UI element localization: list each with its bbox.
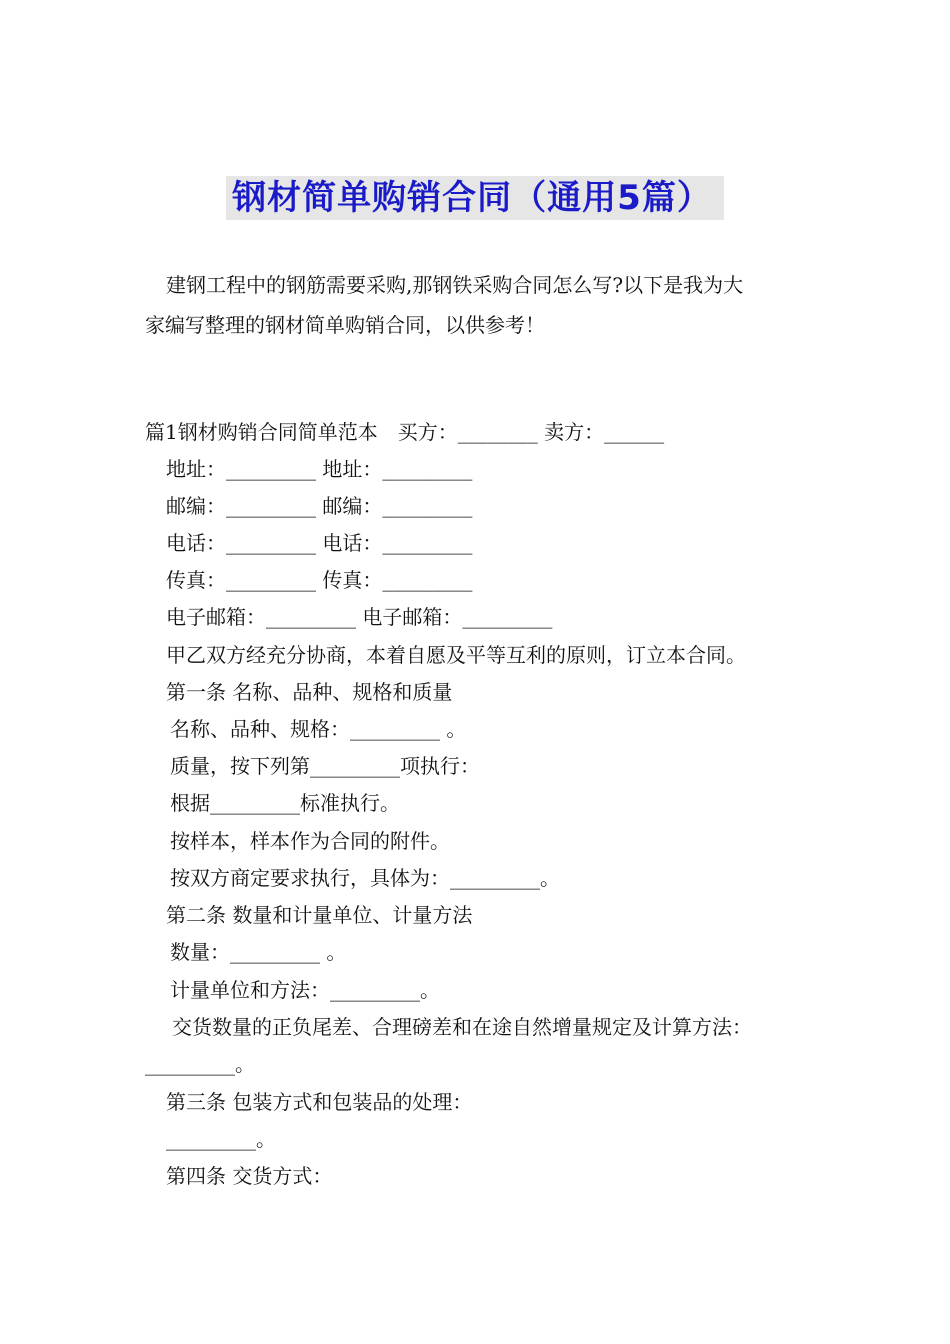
intro-line: 建钢工程中的钢筋需要采购,那钢铁采购合同怎么写?以下是我为大 xyxy=(166,273,744,297)
article-clause: 名称、品种、规格：_________ 。 xyxy=(170,717,467,741)
article-heading: 第二条 数量和计量单位、计量方法 xyxy=(166,903,473,927)
article-clause: _________。 xyxy=(166,1127,276,1151)
postcode-line: 邮编：_________ 邮编：_________ xyxy=(166,494,473,518)
article-clause: 数量：_________ 。 xyxy=(170,940,347,964)
title-container xyxy=(0,176,950,220)
article-heading: 第四条 交货方式： xyxy=(166,1164,333,1188)
fax-line: 传真：_________ 传真：_________ xyxy=(166,568,473,592)
address-line: 地址：_________ 地址：_________ xyxy=(166,457,473,481)
phone-line: 电话：_________ 电话：_________ xyxy=(166,531,473,555)
contract-heading-line: 篇1钢材购销合同简单范本 买方：________ 卖方：______ xyxy=(145,420,665,444)
email-line: 电子邮箱：_________ 电子邮箱：_________ xyxy=(166,605,553,629)
agreement-line: 甲乙双方经充分协商，本着自愿及平等互利的原则，订立本合同。 xyxy=(166,643,746,667)
intro-line: 家编写整理的钢材简单购销合同，以供参考！ xyxy=(145,313,545,337)
article-heading: 第一条 名称、品种、规格和质量 xyxy=(166,680,453,704)
article-clause: _________。 xyxy=(145,1052,255,1076)
article-clause: 质量，按下列第_________项执行： xyxy=(170,754,480,778)
article-heading: 第三条 包装方式和包装品的处理： xyxy=(166,1090,473,1114)
article-clause: 计量单位和方法：_________。 xyxy=(170,978,440,1002)
article-clause: 按样本，样本作为合同的附件。 xyxy=(170,829,450,853)
article-clause: 交货数量的正负尾差、合理磅差和在途自然增量规定及计算方法： xyxy=(172,1015,752,1039)
article-clause: 根据_________标准执行。 xyxy=(170,791,400,815)
article-clause: 按双方商定要求执行，具体为：_________。 xyxy=(170,866,560,890)
document-title: 钢材简单购销合同（通用5篇） xyxy=(226,176,724,220)
